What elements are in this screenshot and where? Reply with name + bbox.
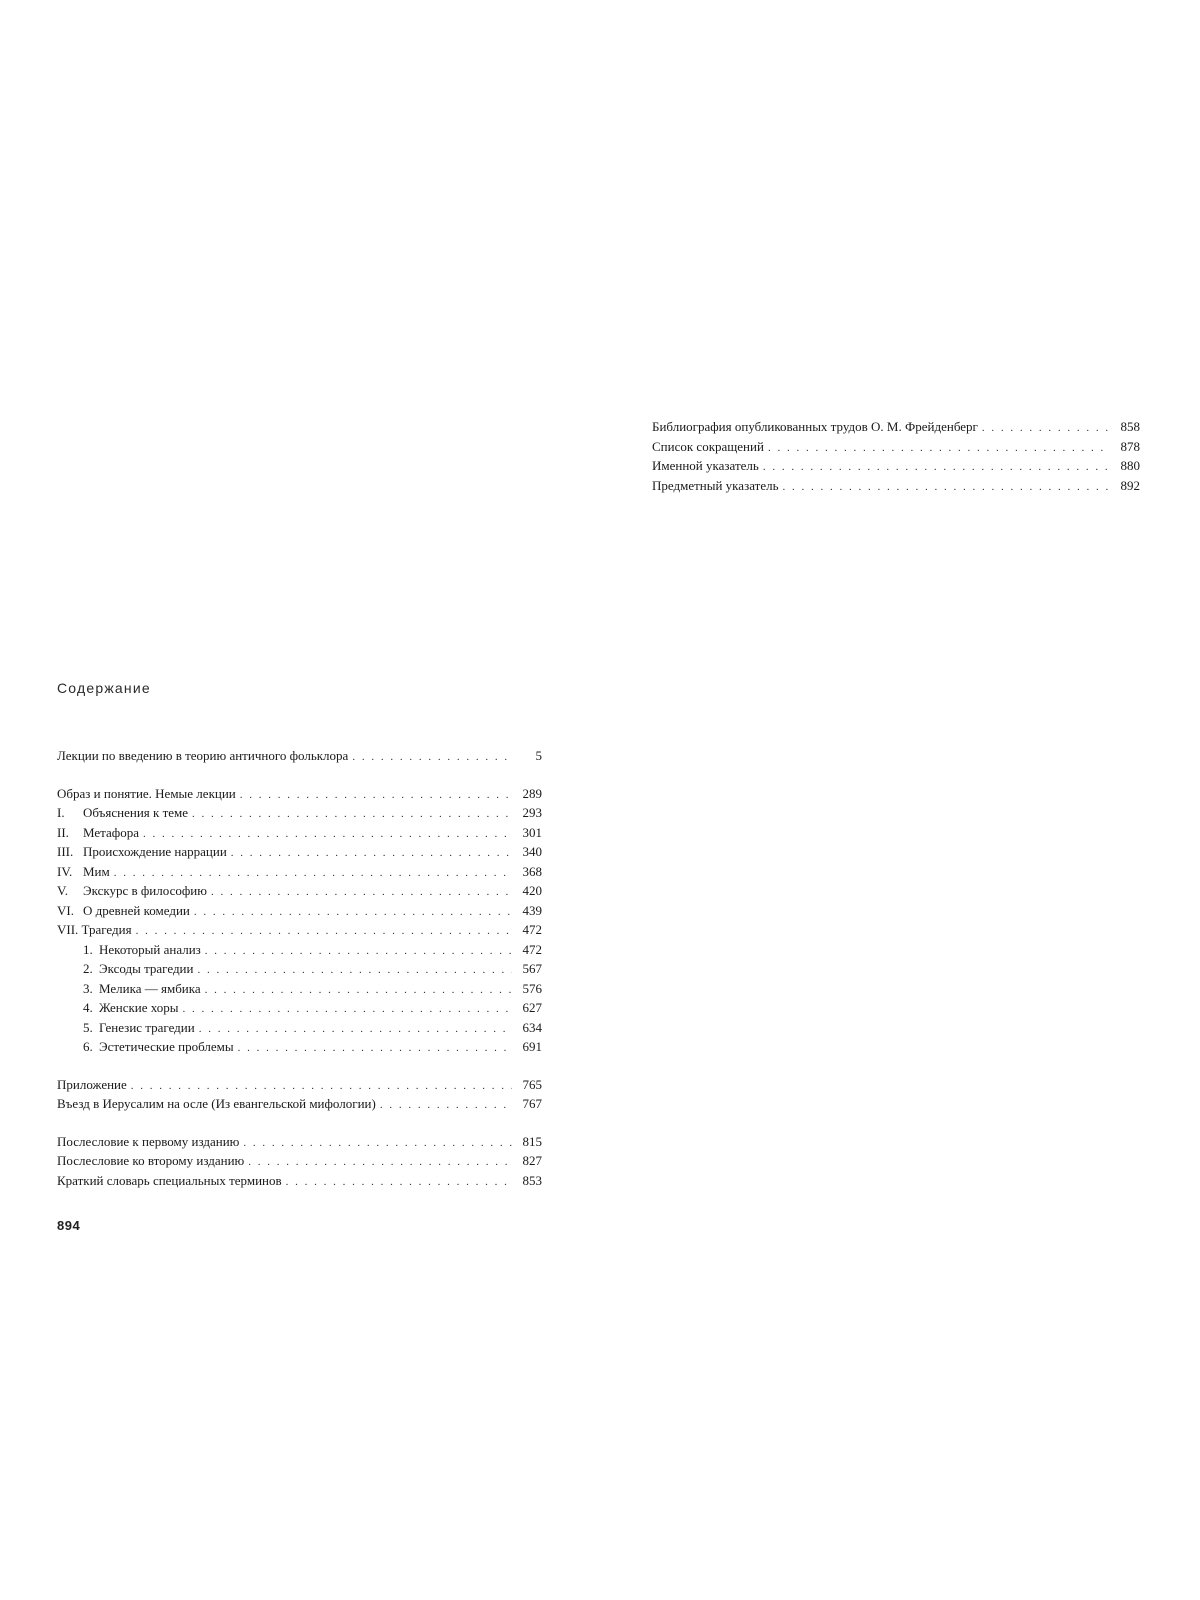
- toc-entry[interactable]: [57, 1171, 542, 1191]
- leader-dots: [194, 903, 512, 923]
- toc-entry[interactable]: [57, 1132, 542, 1152]
- toc-page-number: 878: [1120, 438, 1140, 454]
- toc-entry-label: Происхождение наррации: [83, 844, 227, 859]
- toc-chapter[interactable]: [57, 803, 542, 823]
- toc-page-number: 289: [522, 785, 542, 801]
- toc-page-number: 880: [1120, 458, 1140, 473]
- toc-page-number: 420: [522, 883, 542, 898]
- toc-entry-label: Лекции по введению в теорию античного фольклора: [57, 748, 349, 763]
- toc-entry-label: О древней комедии: [83, 902, 190, 918]
- toc-subsection[interactable]: [57, 959, 542, 979]
- toc-main: [57, 746, 542, 1190]
- toc-entry[interactable]: [652, 417, 1140, 437]
- toc-chapter[interactable]: [57, 920, 542, 940]
- toc-page-number: 827: [522, 1153, 542, 1168]
- chapter-number: II.: [57, 824, 69, 840]
- leader-dots: [183, 1000, 512, 1020]
- chapter-number: VII.: [57, 922, 79, 937]
- leader-dots: [763, 458, 1110, 478]
- chapter-number: I.: [57, 805, 65, 820]
- toc-entry-label: Экскурс в философию: [83, 883, 207, 898]
- toc-entry[interactable]: [652, 437, 1140, 457]
- leader-dots: [768, 439, 1110, 459]
- toc-entry[interactable]: [57, 784, 542, 804]
- toc-subsection[interactable]: [57, 940, 542, 960]
- toc-subsection[interactable]: [57, 1037, 542, 1057]
- section-gap: [57, 766, 542, 784]
- toc-entry[interactable]: [652, 456, 1140, 476]
- toc-page-number: 368: [522, 863, 542, 879]
- toc-page-number: 634: [522, 1019, 542, 1035]
- leader-dots: [248, 1153, 512, 1173]
- toc-entry-label: Эксоды трагедии: [99, 961, 194, 976]
- section-gap: [57, 1057, 542, 1075]
- leader-dots: [352, 748, 512, 768]
- toc-page-number: 853: [522, 1172, 542, 1188]
- subsection-number: 4.: [83, 1000, 93, 1015]
- chapter-number: V.: [57, 883, 68, 898]
- toc-page-number: 858: [1120, 419, 1140, 434]
- toc-page-number: 815: [522, 1133, 542, 1149]
- toc-entry-label: Образ и понятие. Немые лекции: [57, 785, 236, 801]
- leader-dots: [286, 1173, 512, 1193]
- toc-page-number: 472: [522, 922, 542, 937]
- toc-entry-label: Трагедия: [81, 922, 132, 937]
- subsection-number: 1.: [83, 941, 93, 957]
- toc-page-number: 691: [522, 1039, 542, 1054]
- toc-entry-label: Список сокращений: [652, 438, 764, 454]
- toc-entry-label: Библиография опубликованных трудов О. М. Фрейденберг: [652, 419, 978, 434]
- toc-entry[interactable]: [57, 1075, 542, 1095]
- toc-entry-label: Именной указатель: [652, 458, 759, 473]
- toc-page-number: 576: [522, 980, 542, 996]
- leader-dots: [197, 961, 512, 981]
- contents-heading: Содержание: [57, 680, 151, 696]
- leader-dots: [380, 1096, 512, 1116]
- toc-page-number: 301: [522, 824, 542, 840]
- toc-entry[interactable]: [57, 746, 542, 766]
- leader-dots: [783, 478, 1110, 498]
- leader-dots: [192, 805, 512, 825]
- toc-entry[interactable]: [57, 1094, 542, 1114]
- toc-entry-label: Послесловие к первому изданию: [57, 1133, 240, 1149]
- subsection-number: 6.: [83, 1039, 93, 1054]
- toc-page-number: 767: [522, 1096, 542, 1111]
- toc-page-number: 439: [522, 902, 542, 918]
- toc-entry-label: Метафора: [83, 824, 139, 840]
- toc-page-number: 5: [535, 748, 542, 763]
- subsection-number: 5.: [83, 1019, 93, 1035]
- toc-chapter[interactable]: [57, 842, 542, 862]
- toc-subsection[interactable]: [57, 979, 542, 999]
- toc-page-number: 293: [522, 805, 542, 820]
- toc-entry-label: Эстетические проблемы: [99, 1039, 234, 1054]
- toc-page-number: 340: [522, 844, 542, 859]
- toc-page-number: 892: [1120, 477, 1140, 493]
- toc-entry-label: Мим: [83, 863, 110, 879]
- chapter-number: III.: [57, 844, 74, 859]
- leader-dots: [238, 1039, 512, 1059]
- toc-entry-label: Женские хоры: [99, 1000, 179, 1015]
- section-gap: [57, 1114, 542, 1132]
- leader-dots: [205, 981, 512, 1001]
- leader-dots: [231, 844, 512, 864]
- toc-chapter[interactable]: [57, 881, 542, 901]
- toc-page-number: 765: [522, 1076, 542, 1092]
- toc-entry-label: Послесловие ко второму изданию: [57, 1153, 245, 1168]
- toc-entry-label: Въезд в Иерусалим на осле (Из евангельской мифологии): [57, 1096, 376, 1111]
- toc-continuation: [652, 417, 1140, 495]
- toc-entry[interactable]: [652, 476, 1140, 496]
- toc-page-number: 472: [522, 941, 542, 957]
- chapter-number: IV.: [57, 863, 73, 879]
- toc-entry-label: Краткий словарь специальных терминов: [57, 1172, 282, 1188]
- leader-dots: [243, 1134, 512, 1154]
- leader-dots: [205, 942, 512, 962]
- toc-entry-label: Генезис трагедии: [99, 1019, 195, 1035]
- leader-dots: [199, 1020, 512, 1040]
- toc-subsection[interactable]: [57, 1018, 542, 1038]
- leader-dots: [240, 786, 512, 806]
- toc-page-number: 567: [522, 961, 542, 976]
- toc-entry-label: Предметный указатель: [652, 477, 779, 493]
- toc-entry[interactable]: [57, 1151, 542, 1171]
- toc-chapter[interactable]: [57, 901, 542, 921]
- toc-page-number: 627: [522, 1000, 542, 1015]
- subsection-number: 3.: [83, 980, 93, 996]
- toc-entry-label: Объяснения к теме: [83, 805, 189, 820]
- page-number-footer: 894: [57, 1218, 81, 1233]
- subsection-number: 2.: [83, 961, 93, 976]
- toc-chapter[interactable]: [57, 823, 542, 843]
- chapter-number: VI.: [57, 902, 74, 918]
- leader-dots: [982, 419, 1110, 439]
- leader-dots: [211, 883, 512, 903]
- toc-entry-label: Приложение: [57, 1076, 127, 1092]
- toc-entry-label: Некоторый анализ: [99, 941, 201, 957]
- toc-subsection[interactable]: [57, 998, 542, 1018]
- toc-entry-label: Мелика — ямбика: [99, 980, 201, 996]
- toc-chapter[interactable]: [57, 862, 542, 882]
